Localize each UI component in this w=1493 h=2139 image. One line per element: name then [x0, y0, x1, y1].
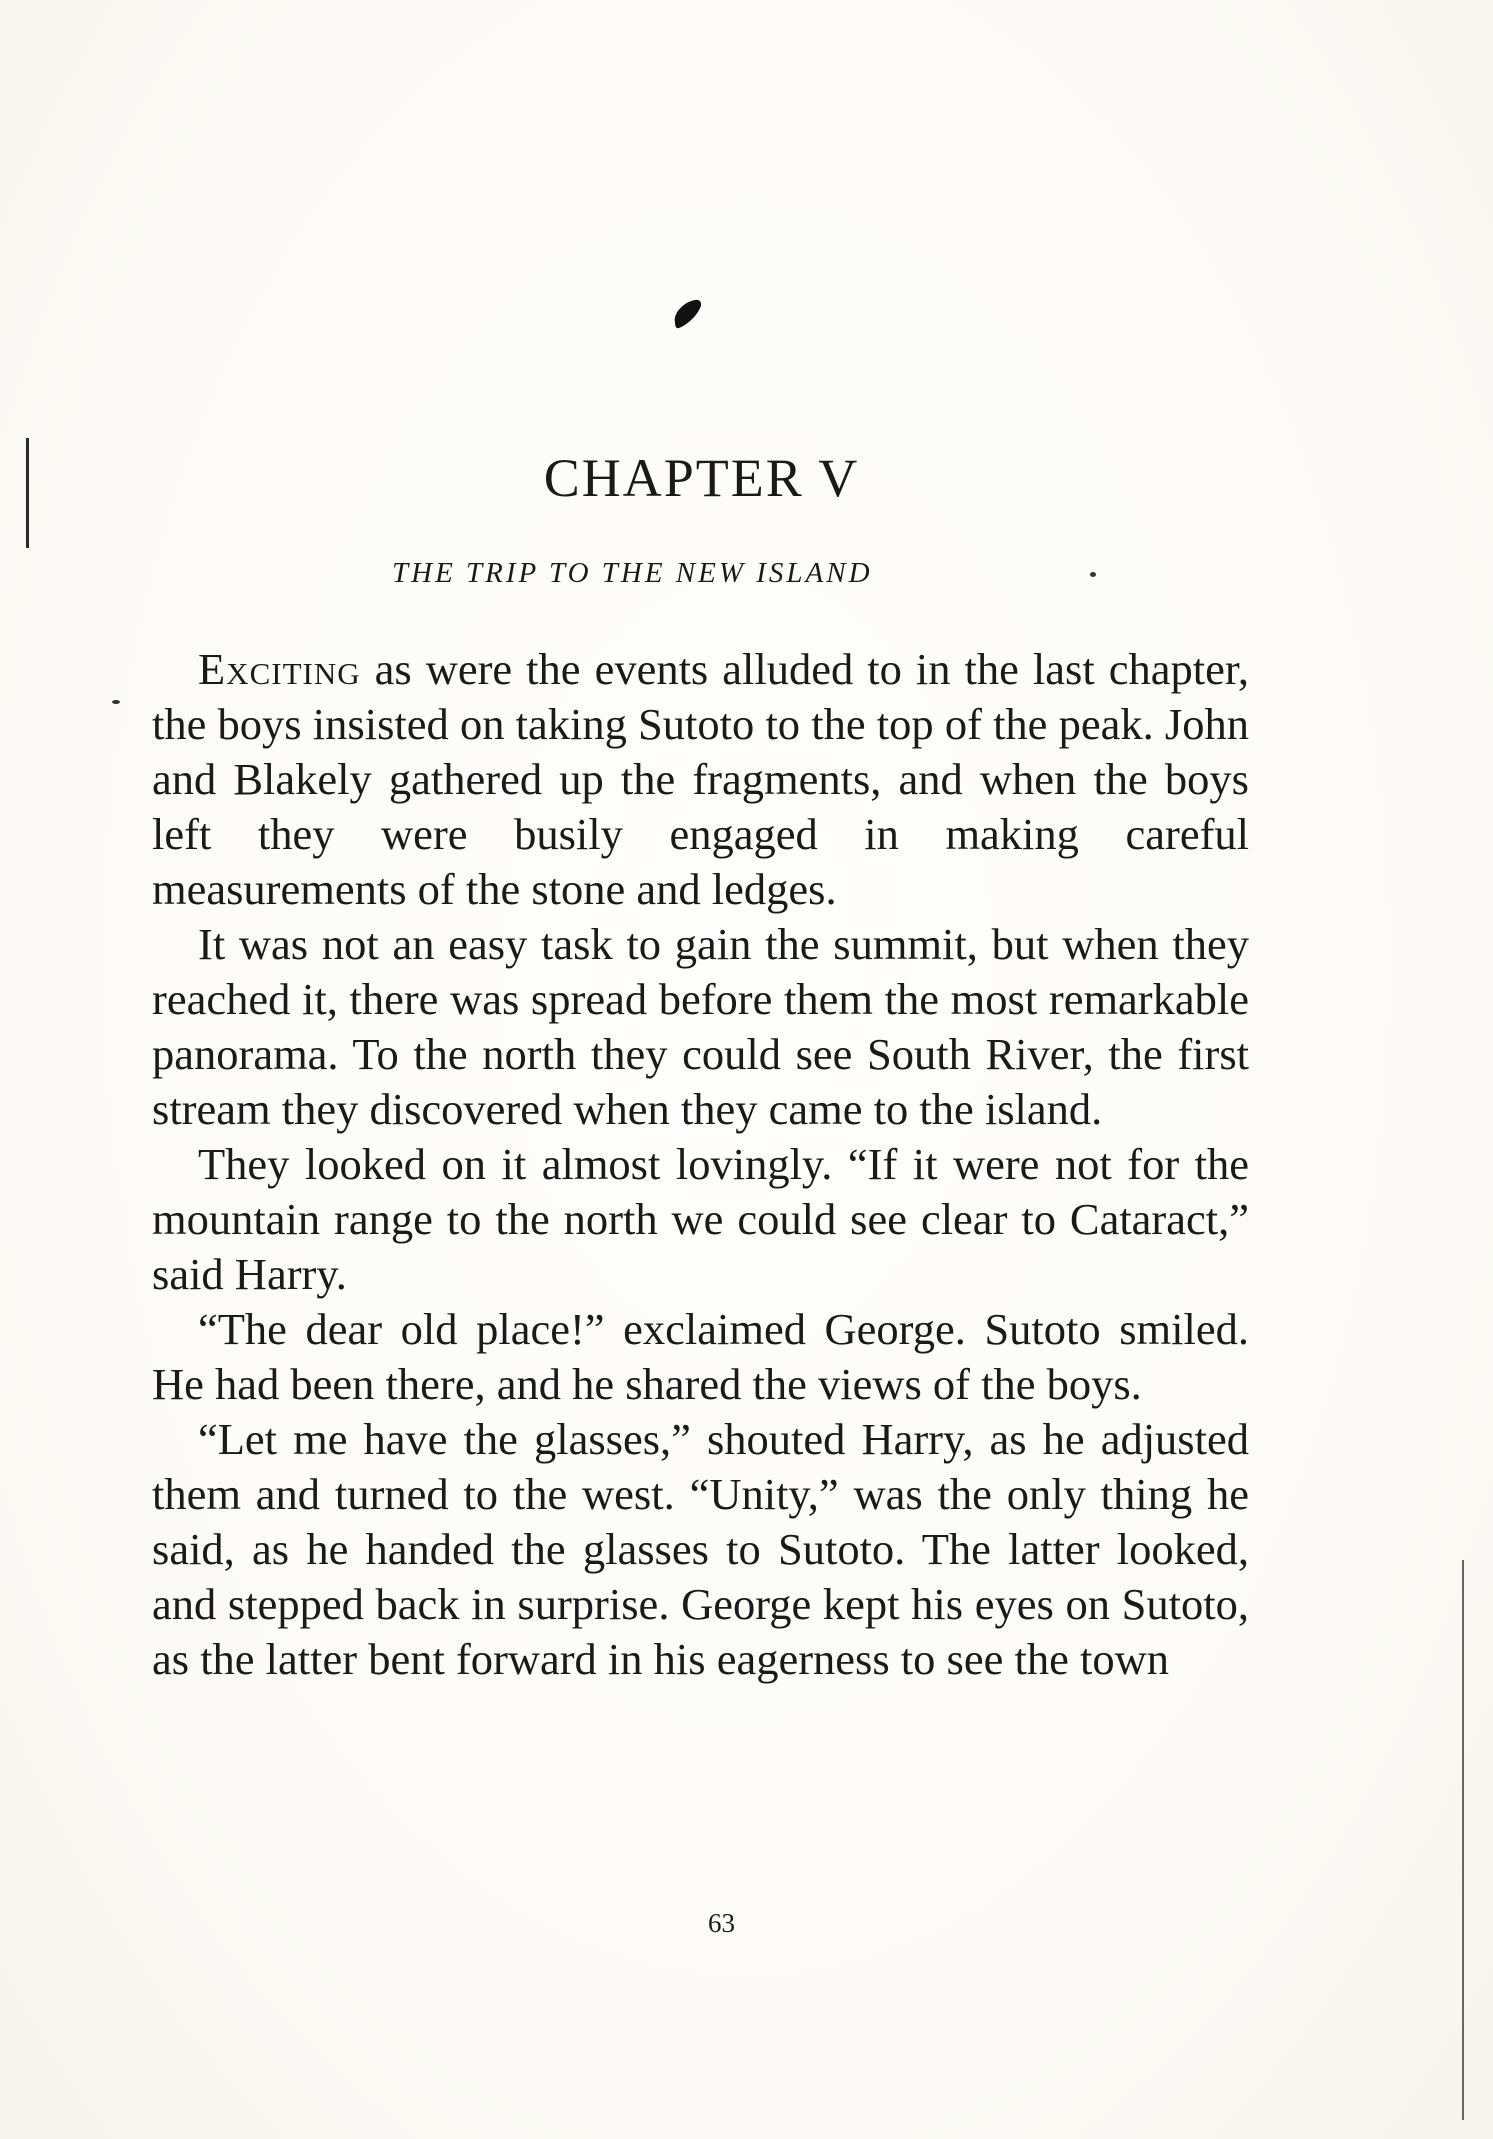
paragraph — [152, 642, 1249, 917]
chapter-title-text: CHAPTER V — [543, 448, 860, 508]
speck — [112, 700, 120, 704]
body-text — [152, 642, 1249, 1687]
speck — [1090, 572, 1096, 577]
paragraph: They looked on it almost lovingly. “If it were not for the mountain range to the north we could see clear to Cataract,” said Harry. — [152, 1139, 1249, 1299]
paragraph: “Let me have the glasses,” shouted Harry, as he adjusted them and turned to the west. “Unity,” was the only thing he said, as he handed the glasses to Sutoto. The latter looked, and stepped back in surprise. George kept his eyes on Sutoto, as the latter bent forward in his eagerness to see the town — [152, 1414, 1249, 1684]
drop-lead-word: Exciting — [198, 644, 361, 694]
ornament-icon — [665, 292, 709, 336]
paragraph: “The dear old place!” exclaimed George. Sutoto smiled. He had been there, and he shared the views of the boys. — [152, 1304, 1249, 1409]
scan-edge-mark-right — [1462, 1560, 1464, 2120]
paragraph: It was not an easy task to gain the summit, but when they reached it, there was spread before them the most remarkable panorama. To the north they could see South River, the first stream they discovered when they came to the island. — [152, 919, 1249, 1134]
paragraph-text: as were the events alluded to in the last chapter, the boys insisted on taking Sutoto to the top of the peak. John and Blakely gathered up the fragments, and when the boys left they were busily engaged in making careful measurements of the stone and ledges. — [152, 644, 1249, 914]
chapter-subtitle: THE TRIP TO THE NEW ISLAND — [392, 557, 873, 589]
page-number — [0, 1908, 1493, 1939]
page-number-text: 63 — [708, 1908, 735, 1938]
chapter-title — [0, 448, 1493, 508]
